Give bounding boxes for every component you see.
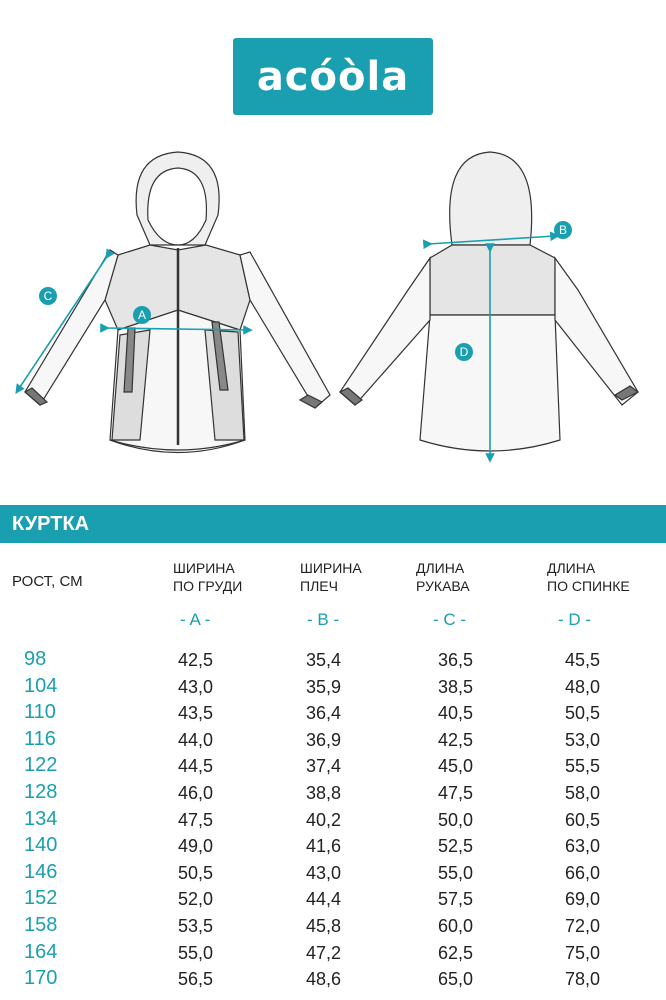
table-row [0, 703, 666, 729]
col-b-header-line2: ПЛЕЧ [300, 578, 338, 594]
col-b-header-line1: ШИРИНА [300, 560, 362, 576]
marker-b: B [558, 223, 568, 237]
measurement-cell: 37,4 [306, 756, 342, 777]
measurement-cell: 46,0 [178, 783, 214, 803]
measurement-cell: 41,6 [306, 836, 342, 857]
height-cell: 170 [24, 967, 58, 990]
height-cell: 152 [24, 887, 58, 910]
table-row [0, 727, 666, 756]
height-cell: 146 [24, 860, 58, 883]
measurement-cell: 44,4 [306, 889, 342, 910]
col-a-letter: - A - [180, 610, 211, 629]
measurement-cell: 40,2 [306, 809, 342, 830]
measurement-cell: 38,8 [306, 783, 342, 803]
measurement-cell: 43,0 [178, 676, 214, 697]
measurement-cell: 52,0 [178, 889, 214, 910]
brand-logo [233, 38, 433, 115]
measurement-cell: 50,5 [178, 862, 214, 883]
measurement-cell: 48,0 [565, 676, 601, 697]
table-row [0, 860, 666, 889]
col-d-header-line2: ПО СПИНКЕ [547, 578, 630, 594]
height-cell: 122 [24, 754, 58, 777]
measurement-cell: 45,0 [438, 756, 474, 777]
measurement-cell: 43,0 [306, 862, 342, 883]
table-row [0, 674, 666, 703]
height-cell: 128 [24, 781, 58, 803]
jacket-illustration [0, 140, 666, 480]
measurement-cell: 66,0 [565, 862, 601, 883]
measurement-cell: 57,5 [438, 889, 474, 910]
measurement-cell: 50,0 [438, 809, 474, 830]
measurement-cell: 36,9 [306, 729, 342, 750]
measurement-cell: 44,0 [178, 729, 214, 750]
measurement-cell: 44,5 [178, 756, 214, 777]
measurement-cell: 47,2 [306, 942, 342, 963]
section-title-band [0, 505, 666, 543]
table-row [0, 836, 666, 862]
measurement-cell: 47,5 [178, 809, 214, 830]
measurement-cell: 60,0 [438, 916, 474, 936]
measurement-cell: 36,5 [438, 650, 474, 670]
height-cell: 134 [24, 807, 58, 830]
jacket-back [340, 152, 638, 451]
measurement-cell: 72,0 [565, 916, 601, 936]
marker-c: C [43, 289, 53, 303]
measurement-cell: 65,0 [438, 969, 474, 990]
measurement-cell: 69,0 [565, 889, 601, 910]
measurement-cell: 40,5 [438, 703, 474, 724]
measurement-cell: 42,5 [438, 729, 474, 750]
measurement-cell: 45,5 [565, 650, 601, 670]
measurement-cell: 62,5 [438, 942, 474, 963]
height-cell: 140 [24, 834, 58, 857]
table-row [0, 783, 666, 809]
table-row [0, 756, 666, 782]
measurement-cell: 55,0 [438, 862, 474, 883]
col-a-header-line2: ПО ГРУДИ [173, 578, 243, 594]
measurement-cell: 75,0 [565, 942, 601, 963]
col-c-letter: - C - [433, 610, 467, 629]
measurement-cell: 35,9 [306, 676, 342, 697]
table-row [0, 916, 666, 942]
col-c-header-line2: РУКАВА [416, 578, 470, 594]
measurement-cell: 45,8 [306, 916, 342, 936]
measurement-cell: 53,5 [178, 916, 214, 936]
measurement-cell: 55,5 [565, 756, 601, 777]
measurement-cell: 52,5 [438, 836, 474, 857]
measurement-cell: 42,5 [178, 650, 214, 670]
measurement-cell: 78,0 [565, 969, 601, 990]
col-b-letter: - B - [307, 610, 340, 629]
table-row [0, 889, 666, 915]
measurement-cell: 58,0 [565, 783, 601, 803]
measurement-cell: 49,0 [178, 836, 214, 857]
table-row [0, 940, 666, 969]
measurement-cell: 60,5 [565, 809, 601, 830]
height-column-header: РОСТ, СМ [12, 573, 83, 590]
col-d-letter: - D - [558, 610, 592, 629]
measurement-cell: 63,0 [565, 836, 601, 857]
height-cell: 104 [24, 674, 58, 697]
measurement-cell: 53,0 [565, 729, 601, 750]
measurement-cell: 43,5 [178, 703, 214, 724]
col-c-header-line1: ДЛИНА [416, 560, 465, 576]
table-row [0, 650, 666, 676]
col-d-header-line1: ДЛИНА [547, 560, 596, 576]
height-cell: 98 [24, 648, 47, 670]
brand-logo-text: acóòla [256, 53, 410, 100]
measurement-cell: 48,6 [306, 969, 342, 990]
height-cell: 164 [24, 940, 58, 963]
table-row [0, 969, 666, 995]
height-cell: 110 [24, 701, 56, 724]
measurement-cell: 50,5 [565, 703, 601, 724]
measurement-cell: 56,5 [178, 969, 214, 990]
measurement-cell: 36,4 [306, 703, 342, 724]
table-row [0, 807, 666, 836]
height-cell: 158 [24, 914, 58, 936]
measurement-cell: 38,5 [438, 676, 474, 697]
col-a-header-line1: ШИРИНА [173, 560, 235, 576]
marker-a: A [137, 308, 147, 322]
col-a-header [173, 559, 242, 595]
col-c-header [416, 559, 470, 595]
marker-d: D [459, 345, 469, 359]
section-title: КУРТКА [12, 513, 90, 535]
height-cell: 116 [24, 727, 56, 750]
col-b-header [300, 559, 362, 595]
measurement-cell: 35,4 [306, 650, 342, 670]
measurement-cell: 55,0 [178, 942, 214, 963]
measurement-cell: 47,5 [438, 783, 474, 803]
jacket-front [25, 152, 330, 453]
col-d-header [547, 559, 630, 595]
